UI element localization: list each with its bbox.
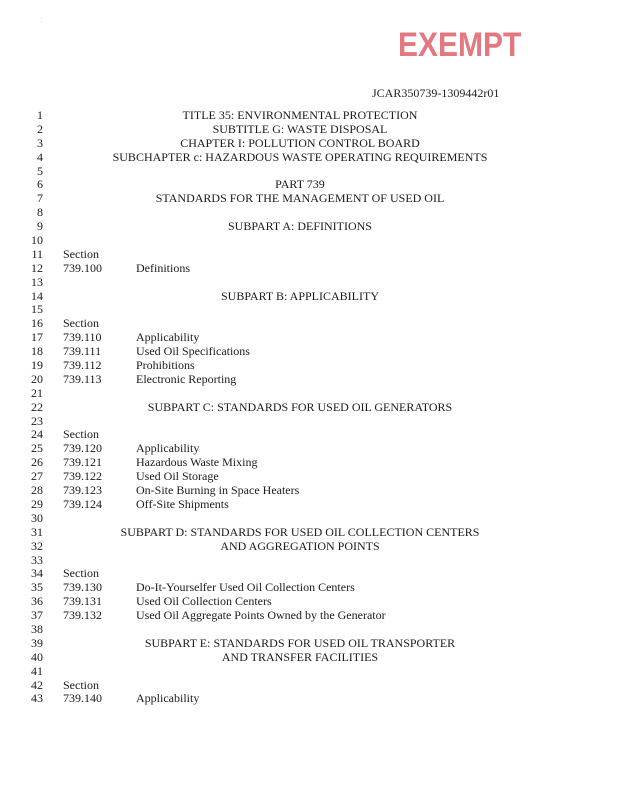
document-line	[0, 595, 620, 609]
scan-corner-mark: :	[40, 14, 43, 24]
section-title: Prohibitions	[136, 358, 195, 373]
section-title: Applicability	[136, 441, 200, 456]
line-number: 7	[37, 191, 43, 206]
document-line	[0, 303, 620, 317]
line-number: 38	[31, 621, 43, 636]
line-number: 36	[31, 594, 43, 609]
document-line	[0, 137, 620, 151]
line-number: 10	[31, 233, 43, 248]
document-line	[0, 442, 620, 456]
section-title: Do-It-Yourselfer Used Oil Collection Centers	[136, 580, 355, 595]
line-number: 33	[31, 552, 43, 567]
document-line	[0, 456, 620, 470]
heading-text: TITLE 35: ENVIRONMENTAL PROTECTION	[182, 108, 418, 122]
section-number: 739.113	[63, 371, 102, 386]
line-number: 37	[31, 608, 43, 623]
document-line	[0, 262, 620, 276]
document-line	[0, 567, 620, 581]
section-title: Hazardous Waste Mixing	[136, 455, 258, 470]
document-line	[0, 401, 620, 415]
line-number: 16	[31, 316, 43, 331]
document-line	[0, 651, 620, 665]
line-number: 39	[31, 635, 43, 650]
line-number: 43	[31, 691, 43, 706]
line-number: 2	[37, 121, 43, 136]
line-number: 22	[31, 399, 43, 414]
section-number: 739.120	[63, 441, 102, 456]
heading-text: SUBCHAPTER c: HAZARDOUS WASTE OPERATING REQUIREMENTS	[112, 149, 488, 164]
line-number: 27	[31, 469, 43, 484]
exempt-stamp: EXEMPT	[398, 26, 522, 64]
document-line	[0, 248, 620, 262]
document-line	[0, 498, 620, 512]
document-line	[0, 220, 620, 234]
line-number: 34	[31, 566, 43, 581]
line-number: 1	[37, 108, 43, 122]
section-column-heading: Section	[63, 677, 99, 692]
document-line	[0, 123, 620, 137]
document-line	[0, 165, 620, 179]
heading-text: PART 739	[275, 177, 325, 192]
line-number: 40	[31, 649, 43, 664]
document-line	[0, 428, 620, 442]
heading-text: AND AGGREGATION POINTS	[220, 538, 380, 553]
section-title: Used Oil Storage	[136, 469, 219, 484]
heading-text: SUBPART D: STANDARDS FOR USED OIL COLLECTION CENTERS	[120, 524, 480, 539]
document-line	[0, 178, 620, 192]
line-number: 13	[31, 274, 43, 289]
line-number: 6	[37, 177, 43, 192]
line-number: 20	[31, 371, 43, 386]
document-line	[0, 692, 620, 706]
document-line	[0, 317, 620, 331]
line-number: 31	[31, 524, 43, 539]
line-number: 29	[31, 496, 43, 511]
line-number: 35	[31, 580, 43, 595]
document-line	[0, 665, 620, 679]
heading-text: SUBPART C: STANDARDS FOR USED OIL GENERATORS	[147, 399, 453, 414]
section-title: On-Site Burning in Space Heaters	[136, 483, 300, 498]
line-number: 8	[37, 205, 43, 220]
line-number: 41	[31, 663, 43, 678]
document-line	[0, 234, 620, 248]
document-line	[0, 109, 620, 123]
line-number: 15	[31, 302, 43, 317]
document-line	[0, 679, 620, 693]
document-line	[0, 290, 620, 304]
document-line	[0, 470, 620, 484]
line-number: 19	[31, 358, 43, 373]
heading-text: AND TRANSFER FACILITIES	[221, 649, 379, 664]
section-number: 739.140	[63, 691, 102, 706]
section-number: 739.124	[63, 496, 102, 511]
section-title: Used Oil Collection Centers	[136, 594, 272, 609]
document-line	[0, 623, 620, 637]
section-number: 739.112	[63, 358, 102, 373]
line-number: 17	[31, 330, 43, 345]
line-number: 28	[31, 483, 43, 498]
line-number: 24	[31, 427, 43, 442]
line-number: 14	[31, 288, 43, 303]
section-number: 739.130	[63, 580, 102, 595]
line-number: 32	[31, 538, 43, 553]
section-number: 739.123	[63, 483, 102, 498]
document-line	[0, 484, 620, 498]
document-line	[0, 359, 620, 373]
document-line	[0, 373, 620, 387]
document-line	[0, 415, 620, 429]
section-column-heading: Section	[63, 427, 99, 442]
line-numbered-body	[0, 109, 620, 706]
section-number: 739.100	[63, 260, 102, 275]
section-title: Definitions	[136, 260, 190, 275]
section-title: Used Oil Aggregate Points Owned by the Generator	[136, 608, 386, 623]
heading-text: CHAPTER I: POLLUTION CONTROL BOARD	[180, 135, 420, 150]
heading-text: SUBPART E: STANDARDS FOR USED OIL TRANSPORTER	[144, 635, 456, 650]
section-title: Applicability	[136, 330, 200, 345]
document-line	[0, 540, 620, 554]
document-line	[0, 512, 620, 526]
document-line	[0, 151, 620, 165]
document-line	[0, 276, 620, 290]
document-line	[0, 192, 620, 206]
section-number: 739.110	[63, 330, 102, 345]
line-number: 42	[31, 677, 43, 692]
document-line	[0, 581, 620, 595]
heading-text: SUBPART B: APPLICABILITY	[221, 288, 379, 303]
section-title: Used Oil Specifications	[136, 344, 250, 359]
section-number: 739.131	[63, 594, 102, 609]
section-number: 739.132	[63, 608, 102, 623]
document-line	[0, 345, 620, 359]
line-number: 11	[31, 246, 43, 261]
section-column-heading: Section	[63, 246, 99, 261]
document-line	[0, 526, 620, 540]
line-number: 23	[31, 413, 43, 428]
line-number: 4	[37, 149, 43, 164]
section-column-heading: Section	[63, 316, 99, 331]
document-line	[0, 331, 620, 345]
document-line	[0, 206, 620, 220]
section-title: Off-Site Shipments	[136, 496, 229, 511]
section-number: 739.111	[63, 344, 102, 359]
document-id: JCAR350739-1309442r01	[372, 86, 500, 100]
section-column-heading: Section	[63, 566, 99, 581]
section-title: Applicability	[136, 691, 200, 706]
document-line	[0, 609, 620, 623]
line-number: 12	[31, 260, 43, 275]
line-number: 30	[31, 510, 43, 525]
line-number: 25	[31, 441, 43, 456]
document-line	[0, 637, 620, 651]
line-number: 3	[37, 135, 43, 150]
section-title: Electronic Reporting	[136, 371, 237, 386]
section-number: 739.121	[63, 455, 102, 470]
line-number: 26	[31, 455, 43, 470]
document-line	[0, 554, 620, 568]
heading-text: SUBTITLE G: WASTE DISPOSAL	[212, 121, 388, 136]
section-number: 739.122	[63, 469, 102, 484]
line-number: 21	[31, 385, 43, 400]
line-number: 18	[31, 344, 43, 359]
document-line	[0, 387, 620, 401]
line-number: 5	[37, 163, 43, 178]
heading-text: STANDARDS FOR THE MANAGEMENT OF USED OIL	[155, 191, 445, 206]
heading-text: SUBPART A: DEFINITIONS	[228, 219, 372, 234]
line-number: 9	[37, 219, 43, 234]
